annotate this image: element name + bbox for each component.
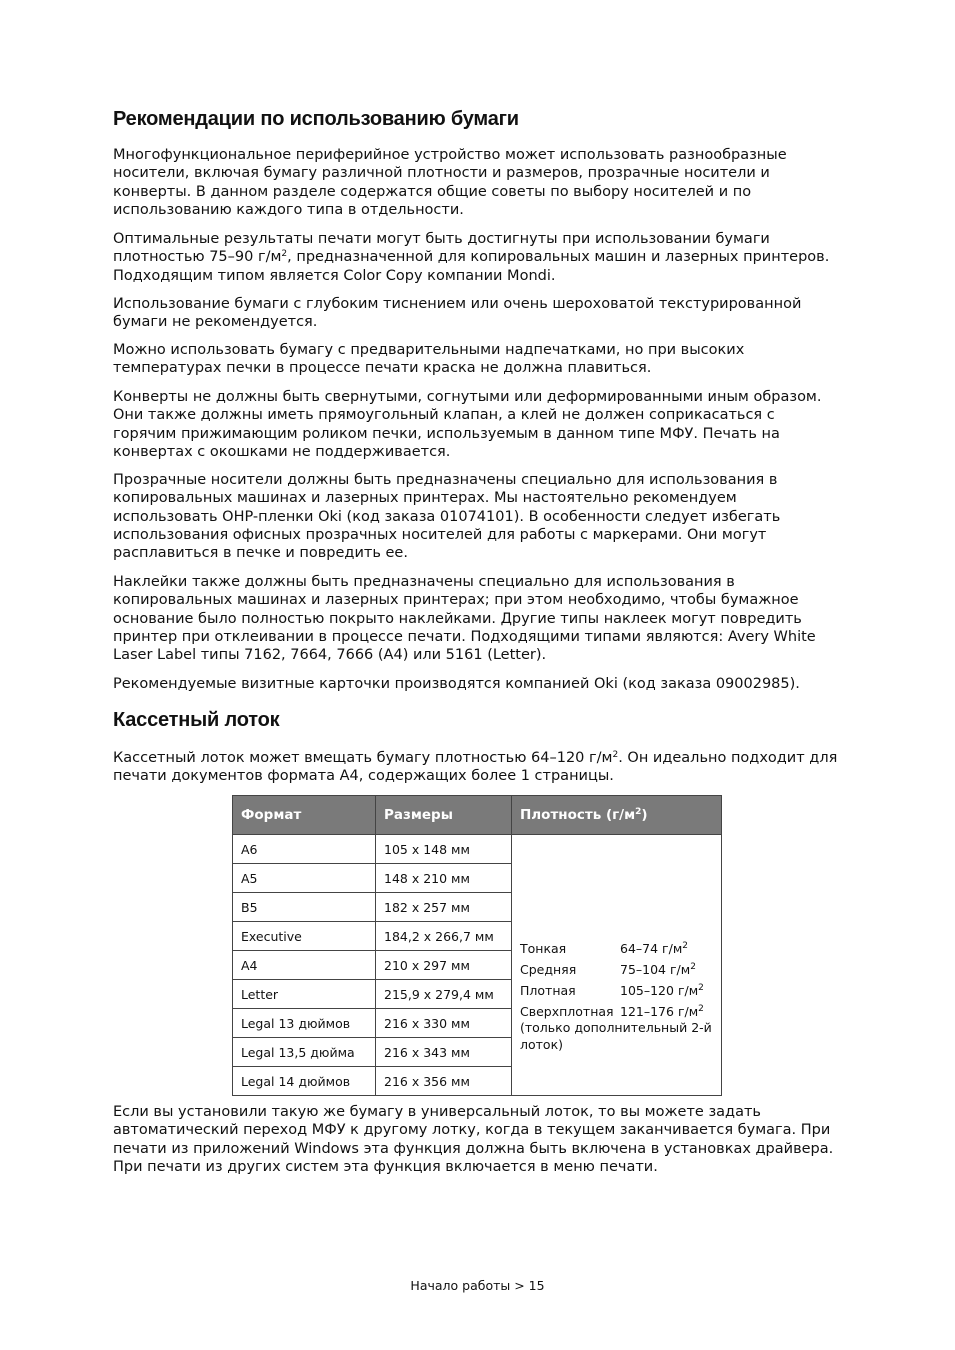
paragraph-after-table: Если вы установили такую же бумагу в универсальный лоток, то вы можете задать автоматический переход МФУ к другому лотку, когда в текущем заканчивается бумага. При печати из приложений Windows эта функция должна быть включена в установках драйвера. При печати из других систем эта функция включается в меню печати. xyxy=(113,1104,834,1175)
paragraph: Многофункциональное периферийное устройство может использовать разнообразные носители, включая бумагу различной плотности и размеров, прозрачные носители и конверты. В данном разделе содержатся общие советы по выбору носителей и по использованию каждого типа в отдельности. xyxy=(113,147,787,218)
header-size: Размеры xyxy=(376,796,512,835)
density-row: Тонкая 64–74 $г/м^2$ xyxy=(520,941,688,956)
cell-density xyxy=(512,835,722,1096)
header-format: Формат xyxy=(233,796,376,835)
table-row xyxy=(233,835,722,864)
paragraph: Использование бумаги с глубоким тиснением или очень шероховатой текстурированной бумаги не рекомендуется. xyxy=(113,296,802,331)
cell-format: A4 xyxy=(233,951,376,980)
section-heading-paper: Рекомендации по использованию бумаги xyxy=(113,108,519,130)
paragraph: Наклейки также должны быть предназначены специально для использования в копировальных машинах и лазерных принтерах; при этом необходимо, чтобы бумажное основание было полностью покрыто наклейками. Другие типы наклеек могут повредить принтер при отклеивании в процессе печати. Подходящими типами являются: Avery White Laser Label типы 7162, 7664, 7666 (A4) или 5161 (Letter). xyxy=(113,574,816,664)
paragraph-weight: Оптимальные результаты печати могут быть достигнуты при использовании бумаги плотностью 75–90 $г/м^2$, предназначенной для копировальных машин и лазерных принтеров. Подходящим типом является Color Copy компании Mondi. xyxy=(113,231,830,284)
table-header-row xyxy=(233,796,722,835)
cell-format: A6 xyxy=(233,835,376,864)
density-note: (только дополнительный 2-й лоток) xyxy=(520,1020,712,1052)
cell-size: 210 x 297 мм xyxy=(376,951,512,980)
cell-size: 215,9 x 279,4 мм xyxy=(376,980,512,1009)
paragraph: Рекомендуемые визитные карточки производятся компанией Oki (код заказа 09002985). xyxy=(113,676,800,692)
cell-size: 216 x 356 мм xyxy=(376,1067,512,1096)
cell-format: A5 xyxy=(233,864,376,893)
cell-size: 184,2 x 266,7 мм xyxy=(376,922,512,951)
paragraph: Можно использовать бумагу с предварительными надпечатками, но при высоких температурах печки в процессе печати краска не должна плавиться. xyxy=(113,342,745,377)
cell-size: 182 x 257 мм xyxy=(376,893,512,922)
header-density: Плотность $(г/м^2)$ xyxy=(512,796,722,835)
cell-format: Letter xyxy=(233,980,376,1009)
paragraph: Прозрачные носители должны быть предназначены специально для использования в копировальных машинах и лазерных принтерах. Мы настоятельно рекомендуем использовать OHP-пленки Oki (код заказа 01074101). В особенности следует избегать использования офисных прозрачных носителей для работы с маркерами. Они могут расплавиться в печке и повредить ее. xyxy=(113,472,781,562)
cell-format: Legal 13 дюймов xyxy=(233,1009,376,1038)
cell-format: B5 xyxy=(233,893,376,922)
paragraph-tray-intro: Кассетный лоток может вмещать бумагу плотностью 64–120 $г/м^2$. Он идеально подходит для печати документов формата A4, содержащих более 1 страницы. xyxy=(113,750,838,785)
cell-format: Legal 13,5 дюйма xyxy=(233,1038,376,1067)
page-footer: Начало работы > 15 xyxy=(410,1278,545,1293)
section-heading-tray: Кассетный лоток xyxy=(113,709,280,731)
cell-size: 148 x 210 мм xyxy=(376,864,512,893)
paper-table xyxy=(232,795,722,1096)
cell-format: Legal 14 дюймов xyxy=(233,1067,376,1096)
density-row: Средняя 75–104 $г/м^2$ xyxy=(520,962,696,977)
cell-size: 216 x 343 мм xyxy=(376,1038,512,1067)
density-row: Плотная 105–120 $г/м^2$ xyxy=(520,983,704,998)
cell-size: 105 x 148 мм xyxy=(376,835,512,864)
density-row: Сверхплотная 121–176 $г/м^2$ xyxy=(520,1004,704,1019)
cell-format: Executive xyxy=(233,922,376,951)
cell-size: 216 x 330 мм xyxy=(376,1009,512,1038)
paragraph: Конверты не должны быть свернутыми, согнутыми или деформированными иным образом. Они также должны иметь прямоугольный клапан, а клей не должен соприкасаться с горячим прижимающим роликом печки, используемым в данном типе МФУ. Печать на конвертах с окошками не поддерживается. xyxy=(113,389,822,460)
